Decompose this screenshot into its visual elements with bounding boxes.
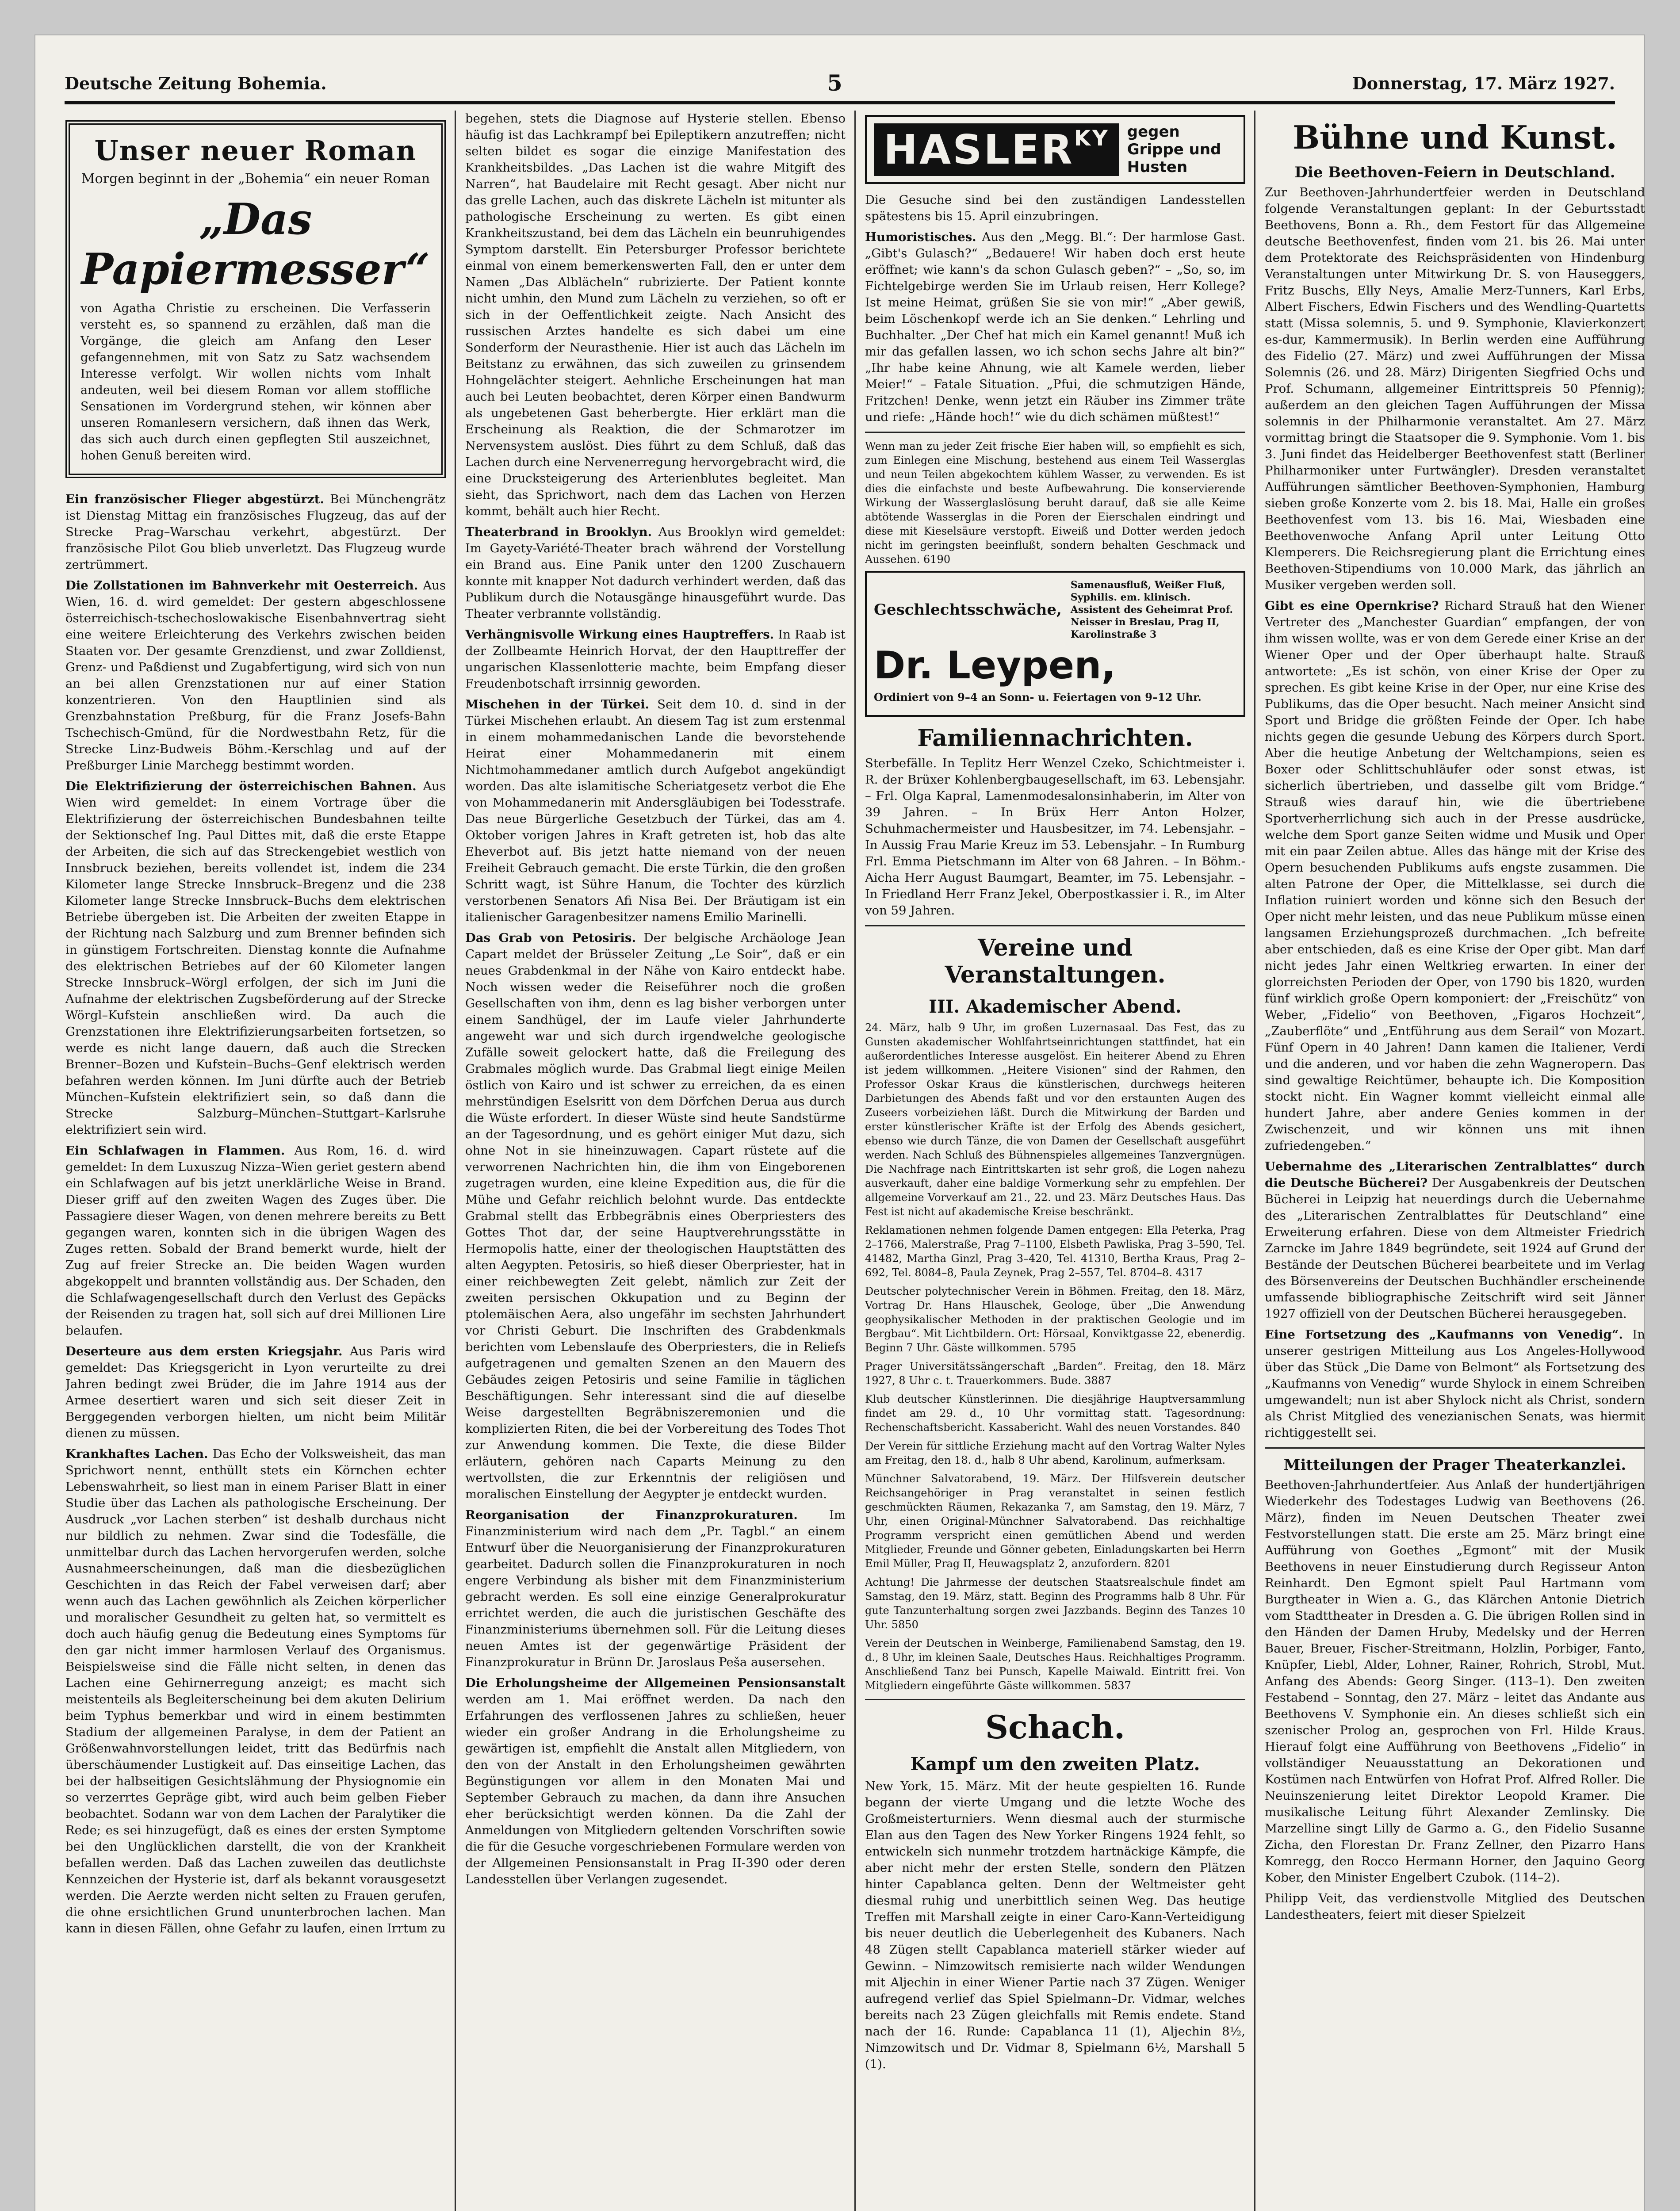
leypen-details: Samenausfluß, Weißer Fluß, Syphilis. em. klinisch. Assistent des Geheimrat Prof. Neisser in Breslau, Prag II, Karolinstraße 3	[1070, 579, 1233, 640]
article	[465, 1507, 846, 1671]
article-body: Der belgische Archäologe Jean Capart meldet der Brüsseler Zeitung „Le Soir“, daß er ein neues Grabdenkmal in der Nähe von Kairo entdeckt habe. Noch wissen weder die Reiseführer noch die großen Gesellschaften von ihm, denn es lag bisher verborgen unter einem Sandhügel, der im Laufe vieler Jahrhunderte angeweht war und sich durch irgendwelche geologische Zufälle soweit gelockert hatte, daß die Freilegung des Grabmales möglich wurde. Das Grabmal liegt einige Meilen östlich von Kairo und ist schwer zu erreichen, da es einen mehrstündigen Eselsritt von dem Dörfchen Derua aus durch die Wüste erfordert. In dieser Wüste sind heute Sandstürme an der Tagesordnung, und es gehört einiger Mut dazu, sich ohne Not in sie hineinzuwagen. Capart rüstete auf die verworrenen Nachrichten hin, die ihm von Eingeborenen zugetragen wurden, eine kleine Expedition aus, die für die Mühe und Gefahr reichlich belohnt wurde. Das entdeckte Grabmal stellt das Erbbegräbnis eines Oberpriesters des Gottes Thot dar, der seine Hauptverehrungsstätte in Hermopolis hatte, einer der theologischen Hauptstätten des alten Aegypten. Petosiris, so hieß dieser Oberpriester, hat in einer reichbewegten Zeit gelebt, nämlich zur Zeit der zweiten persischen Okkupation und zu Beginn der ptolemäischen Aera, also ungefähr im sechsten Jahrhundert vor Christi Geburt. Die Inschriften des Grabdenkmals berichten vom Lebenslaufe des Oberpriesters, die in Reliefs aufgetragenen und gemalten Szenen an den Mauern des Gebäudes zeigen Petosiris und seine Familie in täglichen Beschäftigungen. Sehr interessant sind die auf dieselbe Weise dargestellten Begräbniszeremonien und die komplizierten Riten, die bei der Vorbereitung des Todes Thot zur Anwendung kommen. Die Texte, die diese Bilder erläutern, gehören nach Caparts Meinung zu den wertvollsten, die zur Erkenntnis der religiösen und moralischen Einstellung der Aegypter je entdeckt wurden.	[465, 931, 846, 1501]
article-continuation: begehen, stets die Diagnose auf Hysterie stellen. Ebenso häufig ist das Lachkrampf bei Epileptikern anzutreffen; nicht selten bildet es sogar die einzige Manifestation des Krankheitsbildes. „Das Lachen ist die wahre Mitgift des Narren“, hat Baudelaire mit Recht gesagt. Aber nicht nur das grelle Lachen, auch das diskrete Lächeln ist mitunter als pathologische Erscheinung zu werten. Es gibt einen Krankheitszustand, bei dem das Lächeln ein beunruhigendes Symptom darstellt. Ein Petersburger Professor berichtete einmal von einem bemerkenswerten Fall, den er unter dem Namen „Das Alblächeln“ rubrizierte. Der Patient konnte nicht umhin, den Mund zum Lächeln zu verziehen, so oft er sich in der Oeffentlichkeit zeigte. Nach Ansicht des russischen Arztes handelte es sich dabei um eine Sonderform der Neurasthenie. Hier ist auch das Lächeln im Beitstanz zu erwähnen, das sich zuweilen zu grinsendem Hohngelächter steigert. Aehnliche Erscheinungen hat man auch bei Leuten beobachtet, deren Körper einen Bandwurm als ungebetenen Gast beherbergte. Hier erklärt man die Erscheinung als Reaktion, die der Schmarotzer im Nervensystem auslöst. Dies führt zu dem Schluß, daß das Lachen durch eine Nervenerregung hervorgebracht wird, die eine Drucksteigerung des Arterienblutes begleitet. Man sieht, das Sprichwort, nach dem das Lachen von Herzen kommt, behält auch hier Recht.	[465, 111, 846, 518]
article-headline: Theaterbrand in Brooklyn.	[465, 525, 652, 539]
article-headline: Reorganisation der Finanzprokuraturen.	[465, 1508, 798, 1522]
article	[465, 696, 846, 926]
article-headline: Verhängnisvolle Wirkung eines Hauptreffers.	[465, 627, 774, 642]
subsection-heading: III. Akademischer Abend.	[929, 996, 1182, 1017]
article	[1265, 1327, 1645, 1441]
article-body: Seit dem 10. d. sind in der Türkei Mischehen erlaubt. An diesem Tag ist zum erstenmal in einem mohammedanischen Lande die bevorstehende Heirat einer Mohammedanerin mit einem Nichtmohammedaner amtlich durch Aufgebot angekündigt worden. Das alte islamitische Scheriatgesetz verbot die Ehe von Mohammedanerin mit Andersgläubigen bei Todesstrafe. Das neue Bürgerliche Gesetzbuch der Türkei, das am 4. Oktober vorigen Jahres in Kraft getreten ist, hob das alte Eheverbot auf. Bis jetzt hatte niemand von der neuen Freiheit Gebrauch gemacht. Die erste Türkin, die den großen Schritt wagt, ist Sühre Hanum, die Tochter des kürzlich verstorbenen Senators Afi Nisa Bei. Der Bräutigam ist ein italienischer Garagenbesitzer namens Emilio Marinelli.	[465, 697, 846, 924]
theater-announcements: Beethoven-Jahrhundertfeier. Aus Anlaß der hundertjährigen Wiederkehr des Todestages Ludwig van Beethovens (26. März), finden im Neuen Deutschen Theater zwei Festvorstellungen statt. Die erste am 25. März bringt eine Aufführung von Goethes „Egmont“ mit der Musik Beethovens in neuer Einstudierung durch Regisseur Anton Reinhardt. Den Egmont spielt Paul Hartmann vom Burgtheater in Wien a. G., das Klärchen Antonie Dietrich vom Stadttheater in Dresden a. G. Die übrigen Rollen sind in den Händen der Damen Hruby, Medelsky und der Herren Bauer, Breuer, Fischer-Streitmann, Holzlin, Porbiger, Fanto, Knüpfer, Liebl, Alder, Lohner, Rainer, Rohrich, Strobl, Mut. Anfang des Abends: Georg Singer. (113–1). Den zweiten Festabend – Sonntag, den 27. März – leitet das Andante aus Beethovens V. Symphonie ein. An dieses schließt sich ein szenischer Prolog an, gesprochen von Frl. Hilde Kraus. Hierauf folgt eine Aufführung von Beethovens „Fidelio“ in vollständiger Neuausstattung an Dekorationen und Kostümen nach Entwürfen von Hofrat Prof. Alfred Roller. Die Neuinszenierung leitet Direktor Leopold Kramer. Die musikalische Leitung führt Alexander Zemlinsky. Die Marzelline singt Lilly de Garmo a. G., den Fidelio Susanne Zicha, den Florestan Dr. Franz Zellner, den Pizarro Hans Komregg, den Rocco Hermann Horner, den Jaquino Georg Kober, den Minister Engelbert Czubok. (114–2).	[1265, 1478, 1645, 1885]
article-body: In unserer gestrigen Mitteilung aus Los Angeles-Hollywood über das Stück „Die Dame von Belmont“ als Fortsetzung des „Kaufmanns von Venedig“ wurde Shylock in einem Schreiben umgewandelt; nun ist aber Shylock nicht als Christ, sondern als Christ Mitglied des venezianischen Senats, was hiermit richtiggestellt sei.	[1265, 1327, 1645, 1440]
novel-announcement	[65, 120, 446, 478]
ad-code: 5837	[1104, 1679, 1131, 1692]
leypen-topic: Geschlechtsschwäche,	[874, 601, 1062, 619]
article-body: Aus Paris wird gemeldet: Das Kriegsgericht in Lyon verurteilte zu drei Jahren bedingt zwei Brüder, die im Jahre 1914 aus der Armee desertiert waren und sich seit dieser Zeit in Berggegenden verborgen hielten, um nicht beim Militär dienen zu müssen.	[65, 1344, 446, 1440]
article-body: Zur Beethoven-Jahrhundertfeier werden in Deutschland folgende Veranstaltungen geplant: In der Geburtsstadt Beethovens, Bonn a. Rh., dem Festort für das Allgemeine deutsche Beethovenfest, finden vom 21. bis 26. Mai unter dem Protektorate des Reichspräsidenten von Hindenburg Veranstaltungen unter Mitwirkung Dr. S. von Hauseggers, Fritz Buschs, Elly Neys, Amalie Merz-Tunners, Karl Erbs, Albert Fischers, Edwin Fischers und des Wendling-Quartetts statt (Missa solemnis, 5. und 9. Symphonie, Klavierkonzert es-dur, Kammermusik). In Berlin werden eine Aufführung des Fidelio (27. März) und zwei Aufführungen der Missa Solemnis (26. und 28. März) Dirigenten Siegfried Ochs und Prof. Schumann, allgemeiner Eintrittspreis 50 Pfennig); außerdem an den gleichen Tagen Aufführungen der Missa solemnis in der Philharmonie veranstaltet. Am 27. März vormittag bringt die Staatsoper die 9. Symphonie. Vom 1. bis 3. Juni findet das Heidelberger Beethovenfest statt (Berliner Philharmoniker unter Furtwängler). Dresden veranstaltet Aufführungen sämtlicher Beethoven-Symphonien, Hamburg sieben große Konzerte vom 2. bis 18. Mai, Halle ein großes Beethovenfest vom 13. bis 16. Mai, Wiesbaden eine Beethovenwoche Anfang April unter Leitung Otto Klemperers. Die Reichsregierung plant die Errichtung eines Beethoven-Stipendiums von 10.000 Mark, das jährlich an Musiker vergeben werden soll.	[1265, 185, 1645, 592]
event-notice: Deutscher polytechnischer Verein in Böhmen. Freitag, den 18. März, Vortrag Dr. Hans Hlauschek, Geologe, über „Die Anwendung geophysikalischer Methoden in der praktischen Geologie und im Bergbau“. Mit Lichtbildern. Ort: Hörsaal, Konviktgasse 22, ebenerdig. Beginn 7 Uhr. Gäste willkommen. 5795	[865, 1285, 1245, 1354]
article-body: Bei Münchengrätz ist Dienstag Mittag ein französisches Flugzeug, das auf der Strecke Prag–Warschau verkehrt, abgestürzt. Der französische Pilot Gou blieb unverletzt. Das Flugzeug wurde zertrümmert.	[65, 492, 446, 572]
article-headline: Die Elektrifizierung der österreichischen Bahnen.	[65, 779, 417, 793]
issue-date: Donnerstag, 17. März 1927.	[1352, 73, 1615, 93]
article	[1265, 1159, 1645, 1322]
event-notice: 24. März, halb 9 Uhr, im großen Luzernasaal. Das Fest, das zu Gunsten akademischer Wohlfahrtseinrichtungen stattfindet, hat ein außerordentliches Interesse ausgelöst. Ein heiterer Abend zu Ehren ist jedem willkommen. „Heitere Visionen“ sind der Rahmen, den Professor Oskar Kraus die künstlerischen, durchwegs heiteren Darbietungen des Abends faßt und vor den erstaunten Augen des Zuseers vorbeiziehen läßt. Durch die Mitwirkung der Barden und erster künstlerischer Kräfte ist der Erfolg des Abends gesichert, ebenso wie durch Tänze, die von Damen der Gesellschaft ausgeführt werden. Nach Schluß des Bühnenspieles allgemeines Tanzvergnügen. Die Nachfrage nach Eintrittskarten ist sehr groß, die Logen nahezu ausverkauft, daher eine baldige Vormerkung sehr zu empfehlen. Der allgemeine Vorverkauf am 21., 22. und 23. März Deutsches Haus. Das Fest ist nicht auf akademische Kreise beschränkt.	[865, 1021, 1245, 1218]
article-body: Aus den „Megg. Bl.“: Der harmlose Gast. „Gibt's Gulasch?“ „Bedauere! Wir haben doch erst heute eröffnet; wie kann's da schon Gulasch geben?“ – „So, so, im Fichtelgebirge werden Sie im Urlaub reisen, Herr Kollege? Ist meine Heimat, grüßen Sie sie von mir!“ „Aber gewiß, beim Löschenkopf werde ich an Sie denken.“ Lehrling und Buchhalter. „Der Chef hat mich ein Kamel genannt! Muß ich mir das gefallen lassen, wo ich schon sechs Jahre alt bin?“ „Ihr habe keine Ahnung, wie alt Kamele werden, lieber Meier!“ – Fatale Situation. „Pfui, die schmutzigen Hände, Fritzchen! Denke, wenn jetzt ein Räuber ins Zimmer träte und riefe: „Hände hoch!“ wie du dich schämen müßtest!“	[865, 230, 1245, 424]
article-headline: Die Erholungsheime der Allgemeinen Pensionsanstalt	[465, 1676, 846, 1690]
article-body: Aus Rom, 16. d. wird gemeldet: In dem Luxuszug Nizza–Wien geriet gestern abend ein Schlafwagen auf bis jetzt unerklärliche Weise in Brand. Dieser griff auf den zweiten Wagen des Zuges über. Die Passagiere dieser Wagen, von denen mehrere bereits zu Bett gegangen waren, konnten sich in die übrigen Wagen des Zuges retten. Sobald der Brand bemerkt wurde, hielt der Zug auf freier Strecke an. Die beiden Wagen wurden abgekoppelt und brannten vollständig aus. Der Schaden, den die Schlafwagengesellschaft durch den Verlust des Gepäcks der Reisenden zu tragen hat, soll sich auf drei Millionen Lire belaufen.	[65, 1144, 446, 1338]
article-body: Richard Strauß hat den Wiener Vertreter des „Manchester Guardian“ empfangen, der von ihm wissen wollte, was er von dem Gerede einer Krise an der Wiener Oper und der Oper überhaupt halte. Strauß antwortete: „Es ist schön, von einer Krise der Oper zu sprechen. Es gibt keine Krise in der Oper, nur eine Krise des Publikums, das die Oper besucht. Nach meiner Ansicht sind Sport und Bridge die größten Feinde der Oper. Ich habe nichts gegen die gesunde Uebung des Körpers durch Sport. Aber die heutige Anbetung der Weltchampions, seien es Boxer oder Schlittschuhläufer oder sonst etwas, ist sicherlich übertrieben, und dasselbe gilt vom Bridge.“ Strauß wies darauf hin, wie die übertriebene Sportverherrlichung sich auch in der Presse ausdrücke, welche dem Sport ganze Seiten widme und Musik und Oper mit ein paar Zeilen abtue. Alles das hänge mit der Krise des Opern besuchenden Publikums aufs engste zusammen. Die alten Patrone der Oper, die Mittelklasse, sei durch die Inflation ruiniert worden und könne sich den Besuch der Oper nicht mehr leisten, und das neue Publikum müsse einen langsamen Erziehungsprozeß durchmachen. „Ich befreite aber entschieden, daß es eine Krise der Oper gibt. Man darf nicht jedes Jahr einen Weltkrieg erwarten. In einer der glorreichsten Perioden der Oper, von 1790 bis 1820, wurden fünf wirklich große Opern komponiert: der „Freischütz“ von Weber, „Fidelio“ von Beethoven, „Figaros Hochzeit“, „Zauberflöte“ und „Entführung aus dem Serail“ von Mozart. Fünf Opern in 40 Jahren! Dann kamen die Italiener, Verdi und die anderen, und vor haben die zehn Wagneropern. Das sind gewaltige Reichtümer, behaupte ich. Die Komposition stockt nicht. Ein Wagner kommt vielleicht einmal alle hundert Jahre, aber andere Genies kommen in der Zwischenzeit, und wir können uns mit ihnen zufriedengeben.“	[1265, 599, 1645, 1153]
article-headline: Krankhaftes Lachen.	[65, 1447, 208, 1461]
article-headline: Uebernahme des „Literarischen Zentralblattes“ durch die Deutsche Bücherei?	[1265, 1159, 1645, 1190]
divider	[865, 432, 1245, 433]
leypen-name: Dr. Leypen,	[874, 643, 1116, 688]
article-body: Aus Brooklyn wird gemeldet: Im Gayety-Variété-Theater brach während der Vorstellung ein Brand aus. Eine Panik unter den 1200 Zuschauern konnte mit knapper Not dadurch verhindert werden, daß das Publikum durch die Notausgänge hinausgeführt wurde. Das Theater verbrannte vollständig.	[465, 525, 846, 621]
ad-code: 3887	[1084, 1374, 1112, 1387]
article	[65, 578, 446, 774]
leypen-advertisement	[865, 571, 1245, 717]
section-heading: Familiennachrichten.	[917, 725, 1193, 752]
novel-description: von Agatha Christie zu erscheinen. Die Verfasserin versteht es, so spannend zu erzählen, daß man die Vorgänge, die gleich am Anfang den Leser gefangennehmen, mit von Satz zu Satz wachsendem Interesse verfolgt. Wir wollen nichts vom Inhalt andeuten, weil bei diesem Roman vor allem stoffliche Sensationen im Vordergrund stehen, wir können aber unseren Romanlesern versichern, daß ihnen das Werk, das sich auch durch einen gepflegten Stil auszeichnet, hohen Genuß bereiten wird.	[80, 302, 431, 463]
article-body: werden am 1. Mai eröffnet werden. Da nach den Erfahrungen des verflossenen Jahres zu schließen, heuer wieder ein großer Andrang in die Erholungsheime zu gewärtigen ist, empfiehlt die Anstalt allen Mitgliedern, von den von der Anstalt in den Erholungsheimen gewährten Begünstigungen vor allem in den Monaten Mai und September Gebrauch zu machen, da dann ihre Ansuchen eher berücksichtigt werden können. Da die Zahl der Anmeldungen von Mitgliedern geltenden Vorschriften sowie die für die Gesuche vorgeschriebenen Formulare werden von der Allgemeinen Pensionsanstalt in Prag II-390 oder deren Landesstellen über Verlangen zugesendet.	[465, 1692, 846, 1886]
article	[65, 1343, 446, 1442]
section-heading: Schach.	[985, 1708, 1125, 1746]
article	[865, 229, 1245, 425]
divider	[1265, 1447, 1645, 1449]
article-body: Das Echo der Volksweisheit, das man Sprichwort nennt, enthüllt stets ein Körnchen echter Lebenswahrheit, so liest man in einem Pariser Blatt in einer Studie über das Lachen als pathologische Erscheinung. Der Ausdruck „vor Lachen sterben“ ist deshalb durchaus nicht nur bildlich zu nehmen. Zwar sind die Todesfälle, die unmittelbar durch das Lachen hervorgerufen werden, solche Ausnahmeerscheinungen, daß man die diesbezüglichen Geschichten in das Reich der Fabel verweisen darf; aber wenn auch das Lachen gewöhnlich als Zeichen körperlicher und moralischer Gesundheit zu gelten hat, so vermittelt es doch auch häufig genug die Bedeutung eines Symptoms für den gar nicht immer harmlosen Verlauf des Organismus. Beispielsweise sind die Fälle nicht selten, in denen das Lachen eine Gehirnerregung anzeigt; es macht sich meistenteils als Begleiterscheinung bei dem akuten Delirium beim Typhus bemerkbar und wird in einem bestimmten Stadium der allgemeinen Paralyse, in dem der Patient an Größenwahnvorstellungen leidet, tritt das Bedürfnis nach überschäumender Lustigkeit auf. Das einseitige Lachen, das bei der halbseitigen Gesichtslähmung der Physiognomie ein so verzerrtes Gepräge gibt, wird auch beim gelben Fieber beobachtet. Sodann war von dem Lachen der Paralytiker die Rede; es sei hinzugefügt, daß es eines der ersten Symptome bei den Unglücklichen darstellt, die von der Krankheit befallen werden. Daß das Lachen zuweilen das deutlichste Kennzeichen der Hysterie ist, darf als bekannt vorausgesetzt werden. Die Aerzte werden nicht selten zu Frauen gerufen, die ohne ersichtlichen Grund ununterbrochen lachen. Man kann in diesen Fällen, ohne Gefahr zu laufen, einen Irrtum zu	[65, 1447, 446, 1936]
article-body: In Raab ist der Zollbeamte Heinrich Horvat, der den Haupttreffer der ungarischen Klassenlotterie machte, beim Empfang dieser Freudenbotschaft irrsinnig geworden.	[465, 627, 846, 691]
section-heading: Vereine und Veranstaltungen.	[945, 934, 1166, 988]
article-headline: Das Grab von Petosiris.	[465, 931, 636, 945]
event-notice: Verein der Deutschen in Weinberge, Familienabend Samstag, den 19. d., 8 Uhr, im kleinen Saale, Deutsches Haus. Reichhaltiges Programm. Anschließend Tanz bei Punsch, Kapelle Maiwald. Eintritt frei. Von Mitgliedern eingeführte Gäste willkommen. 5837	[865, 1637, 1245, 1692]
ad-code: 8201	[1144, 1557, 1171, 1570]
event-notice: Der Verein für sittliche Erziehung macht auf den Vortrag Walter Nyles am Freitag, den 18. d., halb 8 Uhr abend, Karolinum, aufmerksam.	[865, 1440, 1245, 1466]
article-headline: Eine Fortsetzung des „Kaufmanns von Venedig“.	[1265, 1327, 1623, 1342]
newspaper-page	[35, 35, 1644, 2211]
event-notice: Münchner Salvatorabend, 19. März. Der Hilfsverein deutscher Reichsangehöriger in Prag veranstaltet in seinen festlich geschmückten Räumen, Rekazanka 7, am Samstag, den 19. März, 7 Uhr, einen Original-Münchner Salvatorabend. Das reichhaltige Programm verspricht einen gemütlichen Abend und werden Mitglieder, Freunde und Gönner gebeten, Einladungskarten bei Herrn Emil Müller, Prag II, Heuwagsplatz 2, anzufordern. 8201	[865, 1473, 1245, 1570]
article-headline: Gibt es eine Opernkrise?	[1265, 599, 1439, 613]
article-headline: Die Beethoven-Feiern in Deutschland.	[1294, 164, 1615, 181]
column-rule	[455, 111, 456, 2211]
event-notice: Klub deutscher Künstlerinnen. Die diesjährige Hauptversammlung findet am 29. d., 10 Uhr vormittag statt. Tagesordnung: Rechenschaftsbericht. Kassabericht. Wahl des neuen Vorstandes. 840	[865, 1393, 1245, 1434]
article-continuation: Philipp Veit, das verdienstvolle Mitglied des Deutschen Landestheaters, feiert mit dieser Spielzeit	[1265, 1891, 1645, 1922]
ad-code: 840	[1220, 1421, 1240, 1434]
article-body: Im Finanzministerium wird nach dem „Pr. Tagbl.“ an einem Entwurf über die Neuorganisierung der Finanzprokuraturen gearbeitet. Dadurch sollen die Finanzprokuraturen in noch engere Verbindung als bisher mit dem Finanzministerium gebracht werden. Es soll eine einzige Generalprokuratur errichtet werden, die auch die juristischen Geschäfte des Finanzministeriums übernehmen soll. Für die Leitung dieses neuen Amtes ist der gegenwärtige Präsident der Finanzprokuratur in Brünn Dr. Jaroslaus Peša ausersehen.	[465, 1508, 846, 1669]
article	[65, 1143, 446, 1339]
article-headline: Mischehen in der Türkei.	[465, 697, 650, 711]
hasler-tagline: gegen Grippe und Husten	[1127, 123, 1221, 176]
event-notice: Reklamationen nehmen folgende Damen entgegen: Ella Peterka, Prag 2–1766, Malerstraße, Prag 7–1100, Elsbeth Pawliska, Prag 3–590, Tel. 41482, Martha Ginzl, Prag 3–420, Tel. 41310, Bertha Kraus, Prag 2–692, Tel. 8084–8, Paula Zeynek, Prag 2–557, Tel. 8704–8. 4317	[865, 1224, 1245, 1279]
column-rule	[1254, 111, 1255, 2211]
novel-intro: Morgen beginnt in der „Bohemia“ ein neuer Roman	[81, 171, 430, 187]
article	[65, 778, 446, 1138]
column-4	[1265, 111, 1645, 2211]
article-continuation: Die Gesuche sind bei den zuständigen Landesstellen spätestens bis 15. April einzubringen.	[865, 193, 1245, 223]
article-headline: Ein französischer Flieger abgestürzt.	[65, 492, 325, 506]
leypen-hours: Ordiniert von 9–4 an Sonn- u. Feiertagen von 9–12 Uhr.	[874, 691, 1202, 704]
article-body: Der Ausgabenkreis der Deutschen Bücherei in Leipzig hat neuerdings durch die Uebernahme des „Literarischen Zentralblattes für Deutschland“ eine Erweiterung erfahren. Diese von dem Altmeister Friedrich Zarncke im Jahre 1849 begründete, seit 1924 auf Grund der Bestände der Deutschen Bücherei bearbeitete und im Verlag des Börsenvereins der Deutschen Buchhändler erscheinende umfassende bibliographische Zeitschrift wird seit Jänner 1927 offiziell von der Deutschen Bücherei herausgegeben.	[1265, 1176, 1645, 1321]
hasler-logo: $HASLER^{KY}$	[874, 123, 1119, 176]
event-notice: Achtung! Die Jahrmesse der deutschen Staatsrealschule findet am Samstag, den 19. März, statt. Beginn des Programms halb 8 Uhr. Für gute Tanzunterhaltung sorgen zwei Jazzbands. Beginn des Tanzes 10 Uhr. 5850	[865, 1576, 1245, 1631]
article-body: Aus Wien wird gemeldet: In einem Vortrage über die Elektrifizierung der österreichischen Bundesbahnen teilte der Sektionschef Ing. Paul Dittes mit, daß die erste Etappe der Arbeiten, die sich auf das Streckengebiet westlich von Innsbruck beziehen, bereits vollendet ist, indem die 234 Kilometer lange Strecke Innsbruck–Bregenz und die 238 Kilometer lange Strecke Innsbruck–Buchs dem elektrischen Betriebe übergeben ist. Die Arbeiten der zweiten Etappe in der Richtung nach Salzburg und zum Brenner befinden sich in günstigem Fortschreiten. Dienstag konnte die Aufnahme des elektrischen Betriebes auf der 60 Kilometer langen Strecke Innsbruck–Wörgl erfolgen, der sich im Juni die Aufnahme der elektrischen Zugsbeförderung auf der Strecke Wörgl–Kufstein anschließen wird. Da auch die Grenzstationen ihre Elektrifizierungsarbeiten fortsetzen, so werde es nicht lange dauern, daß auch die Strecken Brenner–Bozen und Kufstein–Buchs–Genf elektrisch werden befahren werden können. Im Juni dürfte auch der Betrieb München–Kufstein elektrifiziert sein, so daß dann die Strecke Salzburg–München–Stuttgart–Karlsruhe elektrifiziert sein wird.	[65, 779, 446, 1137]
masthead	[65, 61, 1615, 104]
article	[465, 1675, 846, 1888]
subsection-heading: Kampf um den zweiten Platz.	[910, 1754, 1200, 1775]
column-3	[865, 111, 1245, 2211]
egg-tip-notice: Wenn man zu jeder Zeit frische Eier haben will, so empfiehlt es sich, zum Einlegen eine Mischung, bestehend aus einem Teil Wasserglas und neun Teilen abgekochtem kühlem Wasser, zu verwenden. Es ist dies die einfachste und beste Aufbewahrung. Die konservierende Wirkung der Wasserglaslösung beruht darauf, daß sie alle Keime abtötende Wasserglas in die Poren der Eierschalen eindringt und diese mit Kieselsäure verstopft. Eiweiß und Dotter werden jedoch nicht im geringsten beeinflußt, sondern behalten Geschmack und Aussehen. 6190	[865, 440, 1245, 566]
novel-heading: Unser neuer Roman	[94, 134, 417, 167]
page-number: 5	[827, 70, 842, 96]
event-notice: Prager Universitätssängerschaft „Barden“. Freitag, den 18. März 1927, 8 Uhr c. t. Trauerkommers. Bude. 3887	[865, 1360, 1245, 1387]
article	[465, 930, 846, 1503]
article-headline: Deserteure aus dem ersten Kriegsjahr.	[65, 1344, 343, 1358]
article	[65, 1446, 446, 1937]
ad-code: 6190	[923, 553, 951, 566]
article-headline: Humoristisches.	[865, 230, 976, 244]
article	[465, 524, 846, 622]
section-heading: Mitteilungen der Prager Theaterkanzlei.	[1283, 1456, 1626, 1474]
hasler-advertisement	[865, 115, 1245, 184]
column-1	[65, 111, 446, 2211]
article-headline: Ein Schlafwagen in Flammen.	[65, 1144, 285, 1158]
ad-code: 5850	[891, 1618, 918, 1631]
divider	[865, 925, 1245, 926]
article-body: Aus Wien, 16. d. wird gemeldet: Der gestern abgeschlossene österreichisch-tschechoslowakische Eisenbahnvertrag sieht eine weitere Erleichterung des Verkehrs zwischen beiden Staaten vor. Der gesamte Grenzdienst, und zwar Zolldienst, Grenz- und Paßdienst und Zugabfertigung, wird sich von nun an bei allen Grenzstationen nur auf einer Station konzentrieren. Von den Hauptlinien sind als Grenzbahnstation Preßburg, für die Franz Josefs-Bahn Tschechisch-Gmünd, für die Nordwestbahn Retz, für die Strecke Linz-Budweis Böhm.-Kerschlag und auf der Preßburger Linie Marchegg bestimmt worden.	[65, 578, 446, 773]
newspaper-name: Deutsche Zeitung Bohemia.	[65, 73, 327, 93]
column-rule	[854, 111, 856, 2211]
novel-title: „Das Papiermesser“	[81, 194, 430, 294]
article-headline: Die Zollstationen im Bahnverkehr mit Oesterreich.	[65, 578, 418, 593]
column-2	[465, 111, 846, 2211]
ad-code: 5795	[1049, 1342, 1076, 1354]
ad-code: 4317	[1175, 1266, 1203, 1279]
family-news: Sterbefälle. In Teplitz Herr Wenzel Czeko, Schichtmeister i. R. der Brüxer Kohlenbergbaugesellschaft, im 63. Lebensjahr. – Frl. Olga Kapral, Lamenmodesalonsinhaberin, im Alter von 39 Jahren. – In Brüx Herr Anton Holzer, Schuhmachermeister und Hausbesitzer, im 74. Lebensjahr. – In Aussig Frau Marie Kreuz im 53. Lebensjahr. – In Rumburg Frl. Emma Pietschmann im Alter von 68 Jahren. – In Böhm.-Aicha Herr August Baumgart, Beamter, im 75. Lebensjahr. – In Friedland Herr Franz Jekel, Oberpostkassier i. R., im Alter von 59 Jahren.	[865, 756, 1245, 918]
chess-report: New York, 15. März. Mit der heute gespielten 16. Runde begann der vierte Umgang und die letzte Woche des Großmeisterturniers. Wenn diesmal auch der sturmische Elan aus den Tagen des New Yorker Ringens 1924 fehlt, so entwickeln sich nunmehr trotzdem hartnäckige Kämpfe, die aber nicht mehr der ersten Stelle, sondern den Plätzen hinter Capablanca gelten. Denn der Weltmeister geht diesmal ruhig und unerbittlich seinen Weg. Das heutige Treffen mit Marshall zeigte in einer Caro-Kann-Verteidigung bis neuer deutlich die Ueberlegenheit des Kubaners. Nach 48 Zügen stellt Capablanca materiell stärker wieder auf Gewinn. – Nimzowitsch remisierte nach wilder Wendungen mit Aljechin in einer Wiener Partie nach 37 Zügen. Weniger aufregend verlief das Spiel Spielmann–Dr. Vidmar, welches bereits nach 23 Zügen gleichfalls mit Remis endete. Stand nach der 16. Runde: Capablanca 11 (1), Aljechin 8½, Nimzowitsch und Dr. Vidmar 8, Spielmann 6½, Marshall 5 (1).	[865, 1779, 1245, 2071]
article	[465, 627, 846, 692]
section-heading: Bühne und Kunst.	[1293, 119, 1617, 156]
article	[65, 491, 446, 573]
article	[1265, 598, 1645, 1154]
divider	[865, 1699, 1245, 1700]
